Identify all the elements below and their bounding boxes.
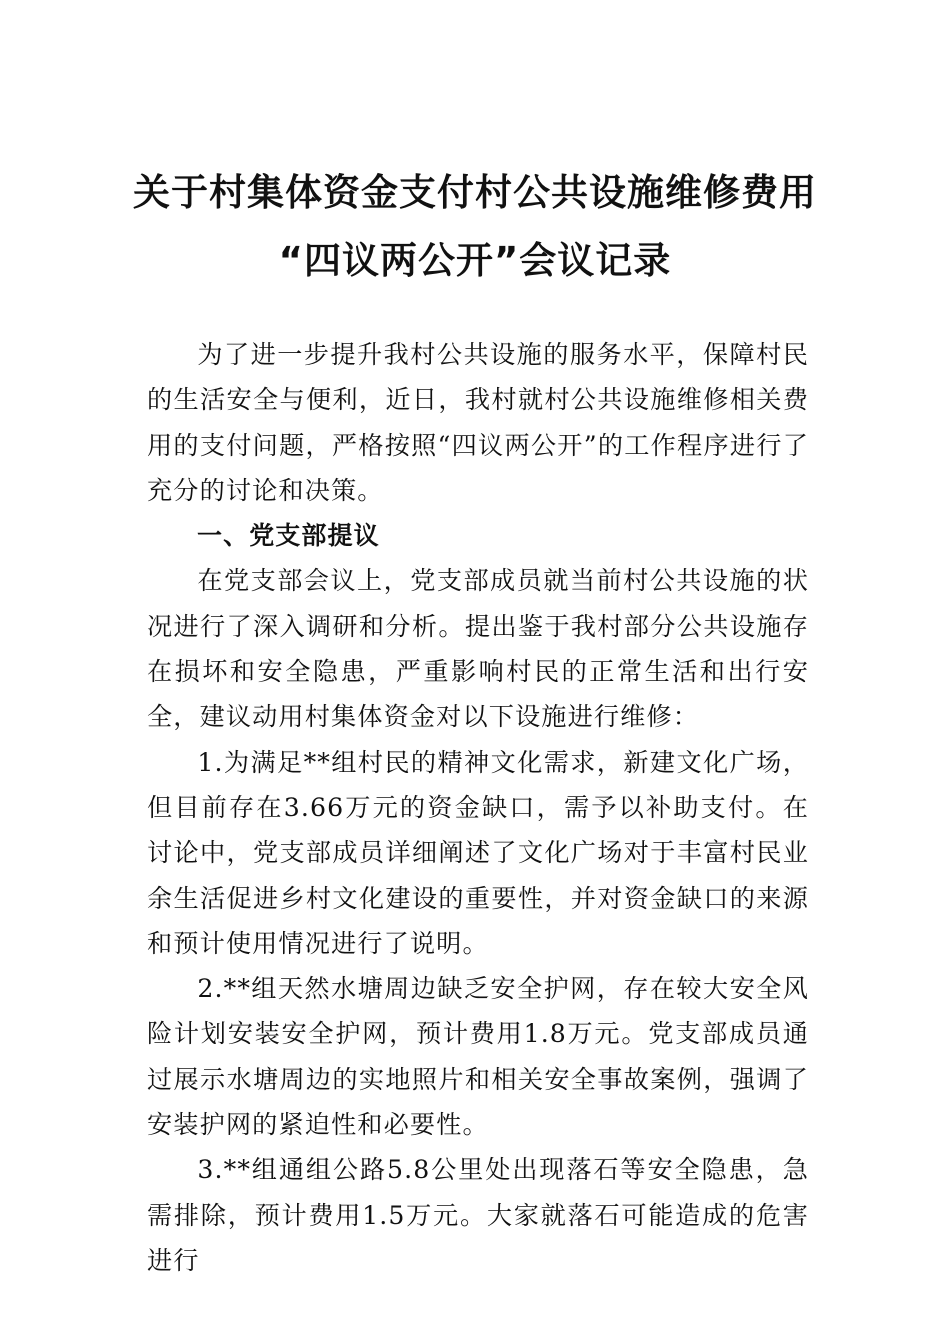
document-title-line2: “四议两公开”会议记录 [278,239,672,282]
document-title-line1: 关于村集体资金支付村公共设施维修费用 [133,171,817,214]
document-body [147,332,809,1283]
section1-paragraph: 在党支部会议上，党支部成员就当前村公共设施的状况进行了深入调研和分析。提出鉴于我村部分公共设施存在损坏和安全隐患，严重影响村民的正常生活和出行安全，建议动用村集体资金对以下设施进行维修： [147,566,809,732]
list-item-3: 3.**组通组公路5.8公里处出现落石等安全隐患，急需排除，预计费用1.5万元。大家就落石可能造成的危害进行 [147,1155,809,1275]
list-item-2: 2.**组天然水塘周边缺乏安全护网，存在较大安全风险计划安装安全护网，预计费用1.8万元。党支部成员通过展示水塘周边的实地照片和相关安全事故案例，强调了安装护网的紧迫性和必要性。 [147,974,809,1140]
intro-paragraph: 为了进一步提升我村公共设施的服务水平，保障村民的生活安全与便利，近日，我村就村公共设施维修相关费用的支付问题，严格按照“四议两公开”的工作程序进行了充分的讨论和决策。 [147,340,809,505]
list-item-1: 1.为满足**组村民的精神文化需求，新建文化广场，但目前存在3.66万元的资金缺口，需予以补助支付。在讨论中，党支部成员详细阐述了文化广场对于丰富村民业余生活促进乡村文化建设的重要性，并对资金缺口的来源和预计使用情况进行了说明。 [147,747,809,958]
section1-heading: 一、党支部提议 [197,521,380,551]
